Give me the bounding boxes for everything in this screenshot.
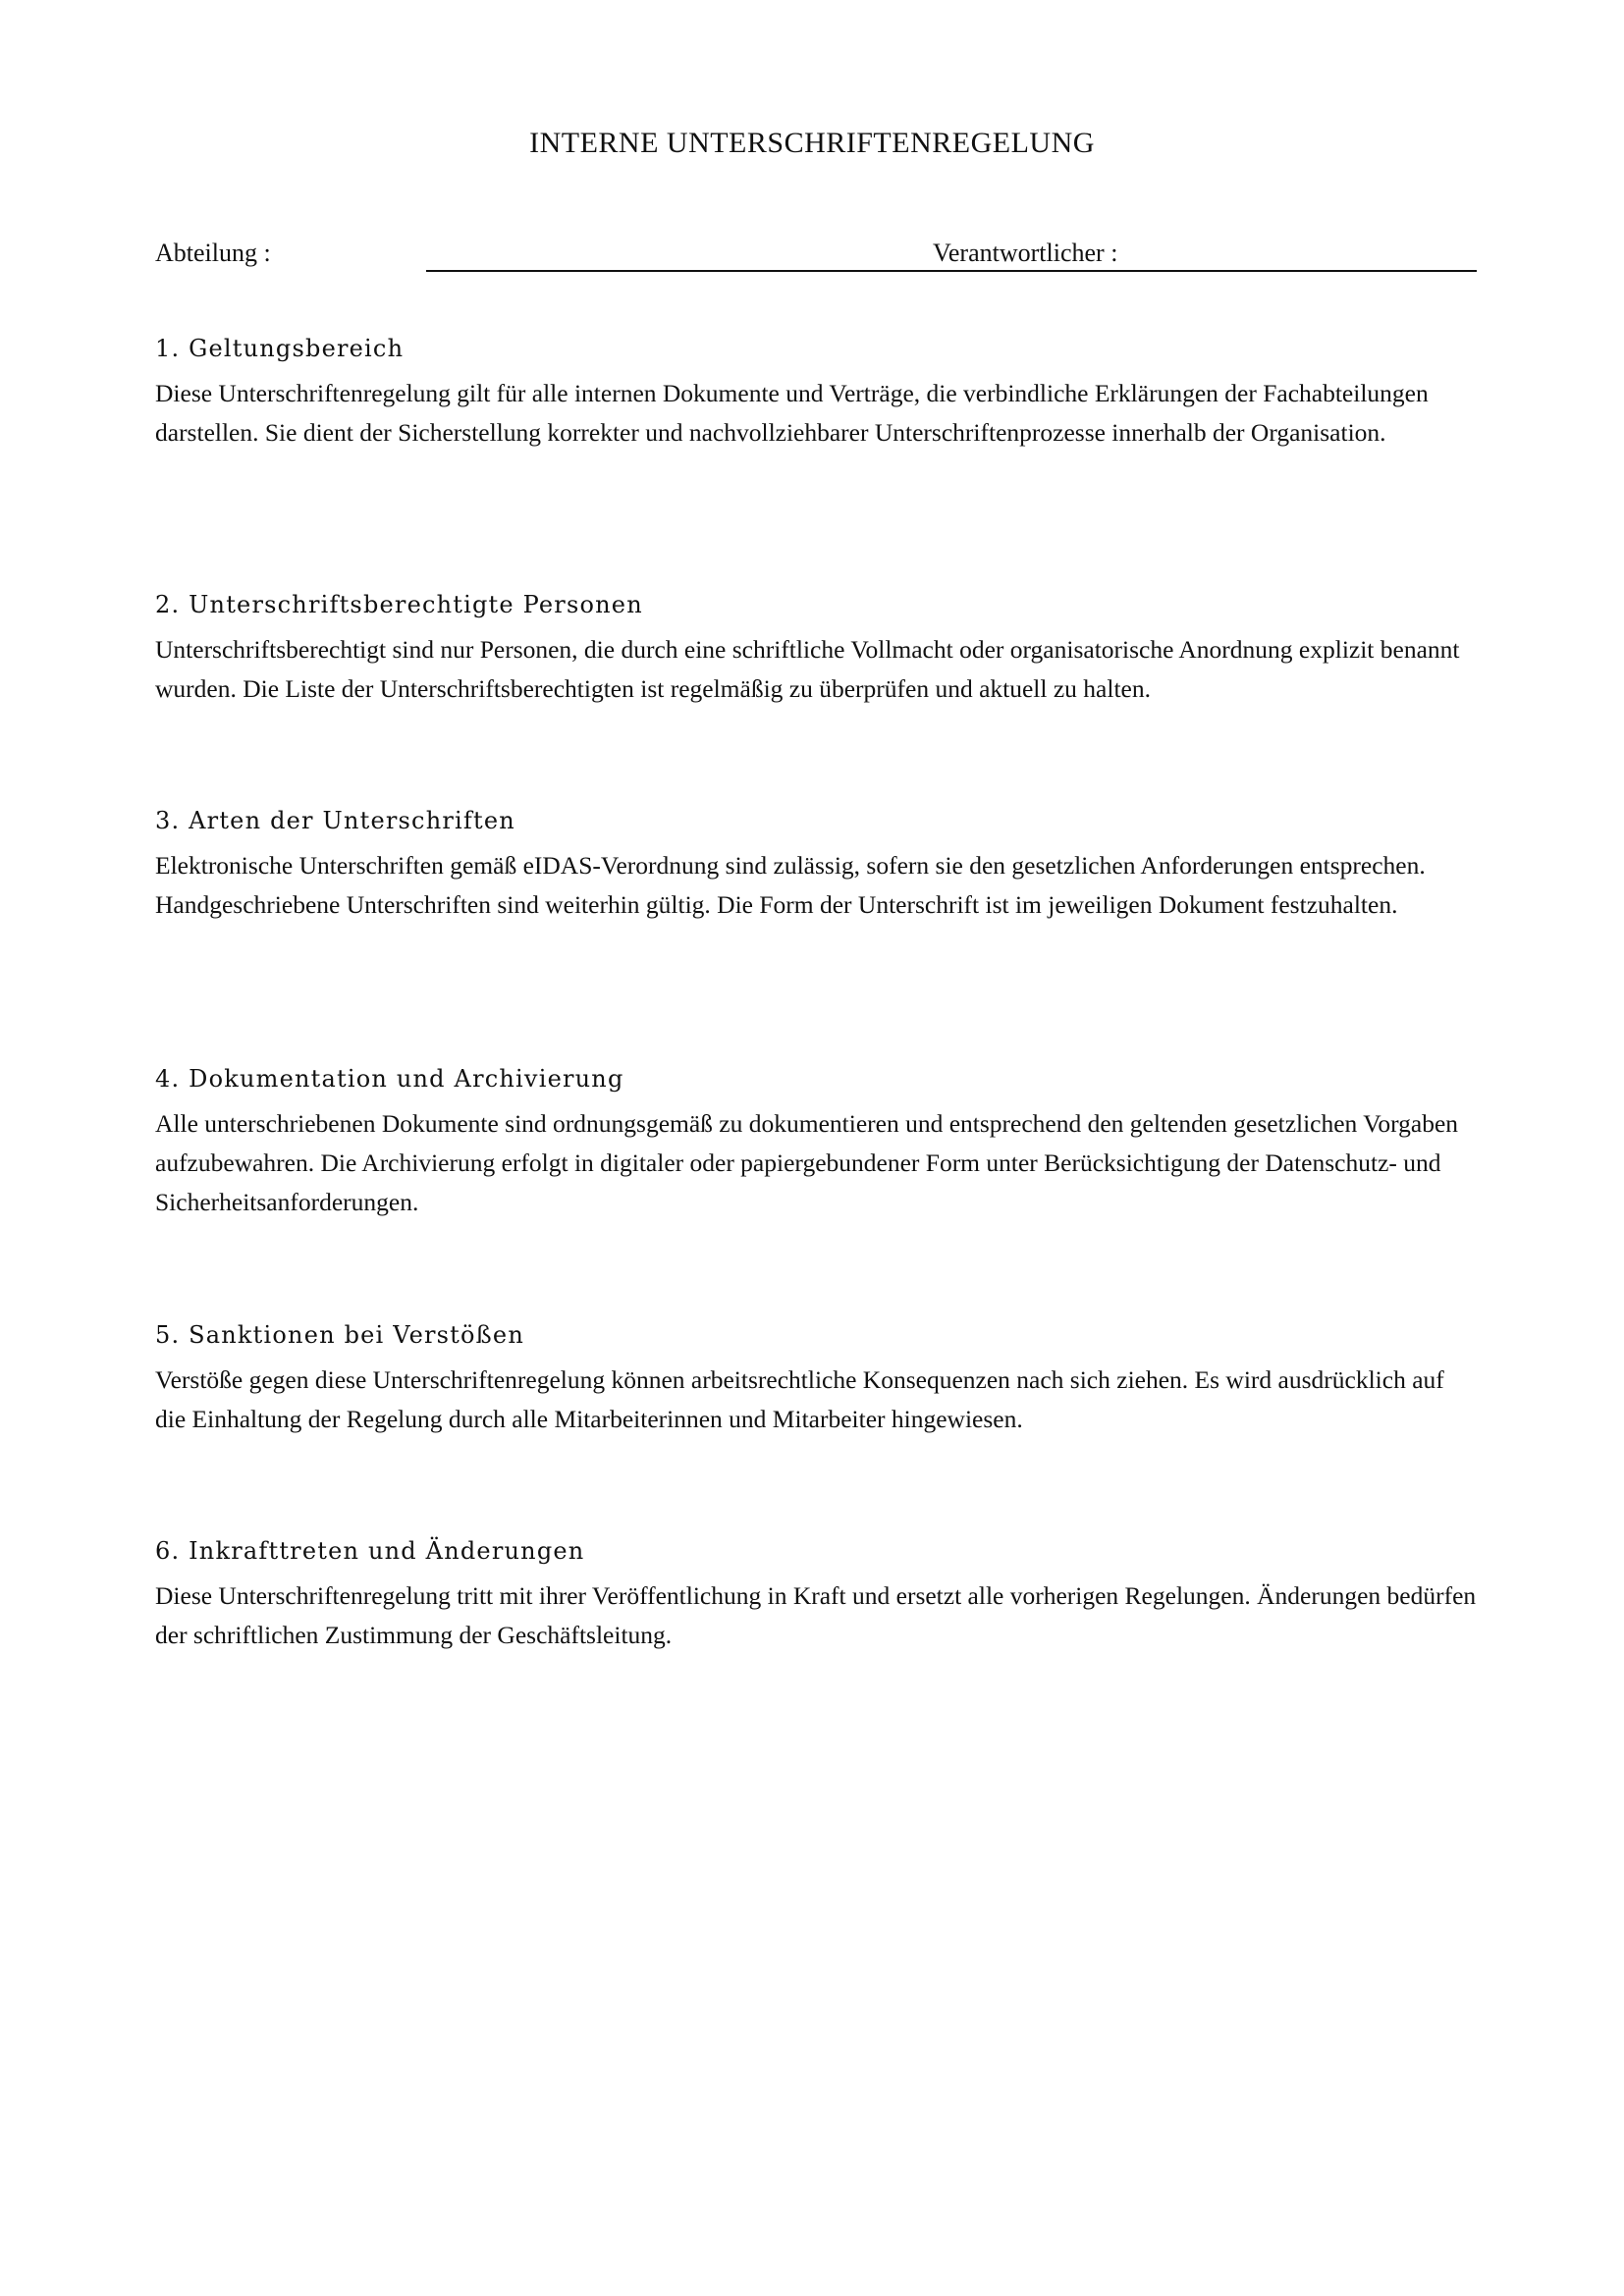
section-heading: 3. Arten der Unterschriften [155, 807, 515, 834]
section-authorized-persons [155, 589, 1477, 709]
section-body: Elektronische Unterschriften gemäß eIDAS-Verordnung sind zulässig, sofern sie den gesetzlichen Anforderungen entsprechen. Handgeschriebene Unterschriften sind weiterhin gültig. Die Form der Unterschrift ist im jeweiligen Dokument festzuhalten. [155, 851, 1426, 919]
section-heading: 6. Inkrafttreten und Änderungen [155, 1537, 585, 1565]
section-body: Alle unterschriebenen Dokumente sind ordnungsgemäß zu dokumentieren und entsprechend den geltenden gesetzlichen Vorgaben aufzubewahren. Die Archivierung erfolgt in digitaler oder papiergebundener Form unter Berücksichtigung der Datenschutz- und Sicherheitsanforderungen. [155, 1109, 1459, 1216]
section-scope [155, 333, 1477, 453]
section-sanctions [155, 1319, 1477, 1439]
section-body: Diese Unterschriftenregelung gilt für alle internen Dokumente und Verträge, die verbindliche Erklärungen der Fachabteilungen darstellen. Sie dient der Sicherstellung korrekter und nachvollziehbarer Unterschriftenprozesse innerhalb der Organisation. [155, 379, 1429, 447]
document-header [155, 238, 1477, 277]
section-heading: 2. Unterschriftsberechtigte Personen [155, 591, 643, 618]
department-label: Abteilung : [155, 239, 271, 267]
section-signature-types [155, 805, 1477, 925]
responsible-label: Verantwortlicher : [933, 239, 1118, 267]
section-effective-date [155, 1535, 1477, 1655]
section-heading: 4. Dokumentation und Archivierung [155, 1065, 624, 1093]
section-body: Diese Unterschriftenregelung tritt mit ihrer Veröffentlichung in Kraft und ersetzt alle vorherigen Regelungen. Änderungen bedürfen der schriftlichen Zustimmung der Geschäftsleitung. [155, 1581, 1477, 1649]
section-body: Unterschriftsberechtigt sind nur Personen, die durch eine schriftliche Vollmacht oder organisatorische Anordnung explizit benannt wurden. Die Liste der Unterschriftsberechtigten ist regelmäßig zu überprüfen und aktuell zu halten. [155, 635, 1460, 703]
section-documentation [155, 1063, 1477, 1222]
section-heading: 1. Geltungsbereich [155, 335, 405, 362]
header-fill-line [426, 270, 1477, 272]
section-heading: 5. Sanktionen bei Verstößen [155, 1321, 524, 1349]
section-body: Verstöße gegen diese Unterschriftenregelung können arbeitsrechtliche Konsequenzen nach sich ziehen. Es wird ausdrücklich auf die Einhaltung der Regelung durch alle Mitarbeiterinnen und Mitarbeiter hingewiesen. [155, 1365, 1444, 1433]
document-title: INTERNE UNTERSCHRIFTENREGELUNG [529, 127, 1095, 159]
